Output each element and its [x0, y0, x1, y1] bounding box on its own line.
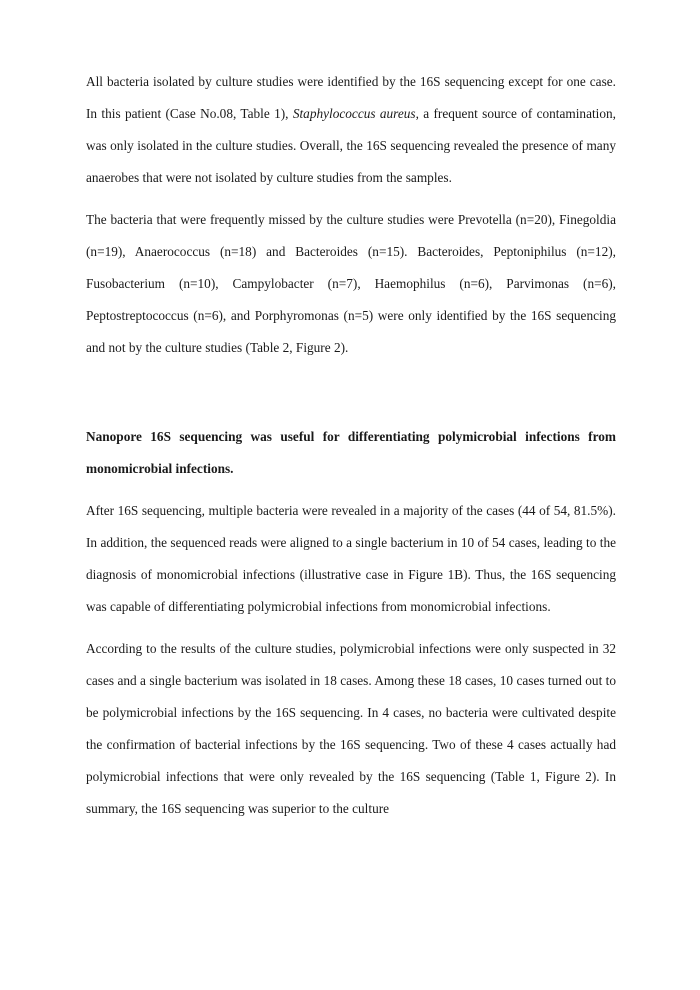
paragraph-text: , a frequent source of contamination, was only isolated in the culture studies. Overall, the 16S sequencing revealed the presence of many anaerobes that were not isolated by culture studies from the samples.	[86, 106, 616, 185]
paragraph-culture-identification	[86, 66, 616, 194]
paragraph-culture-results: According to the results of the culture studies, polymicrobial infections were only suspected in 32 cases and a single bacterium was isolated in 18 cases. Among these 18 cases, 10 cases turned out to be polymicrobial infections by the 16S sequencing. In 4 cases, no bacteria were cultivated despite the confirmation of bacterial infections by the 16S sequencing. Two of these 4 cases actually had polymicrobial infections that were only revealed by the 16S sequencing (Table 1, Figure 2). In summary, the 16S sequencing was superior to the culture	[86, 641, 616, 816]
document-page	[86, 66, 616, 835]
paragraph-polymicrobial: After 16S sequencing, multiple bacteria were revealed in a majority of the cases (44 of 54, 81.5%). In addition, the sequenced reads were aligned to a single bacterium in 10 of 54 cases, leading to the diagnosis of monomicrobial infections (illustrative case in Figure 1B). Thus, the 16S sequencing was capable of differentiating polymicrobial infections from monomicrobial infections.	[86, 503, 616, 614]
section-heading: Nanopore 16S sequencing was useful for differentiating polymicrobial infections from monomicrobial infections.	[86, 429, 616, 476]
species-name: Staphylococcus aureus	[292, 106, 416, 121]
paragraph-text: All bacteria isolated by culture studies were identified by the 16S sequencing except for one case. In this patient (Case No.08, Table 1),	[86, 74, 616, 121]
paragraph-missed-bacteria: The bacteria that were frequently missed by the culture studies were Prevotella (n=20), Finegoldia (n=19), Anaerococcus (n=18) and Bacteroides (n=15). Bacteroides, Peptoniphilus (n=12), Fusobacterium (n=10), Campylobacter (n=7), Haemophilus (n=6), Parvimonas (n=6), Peptostreptococcus (n=6), and Porphyromonas (n=5) were only identified by the 16S sequencing and not by the culture studies (Table 2, Figure 2).	[86, 212, 616, 355]
